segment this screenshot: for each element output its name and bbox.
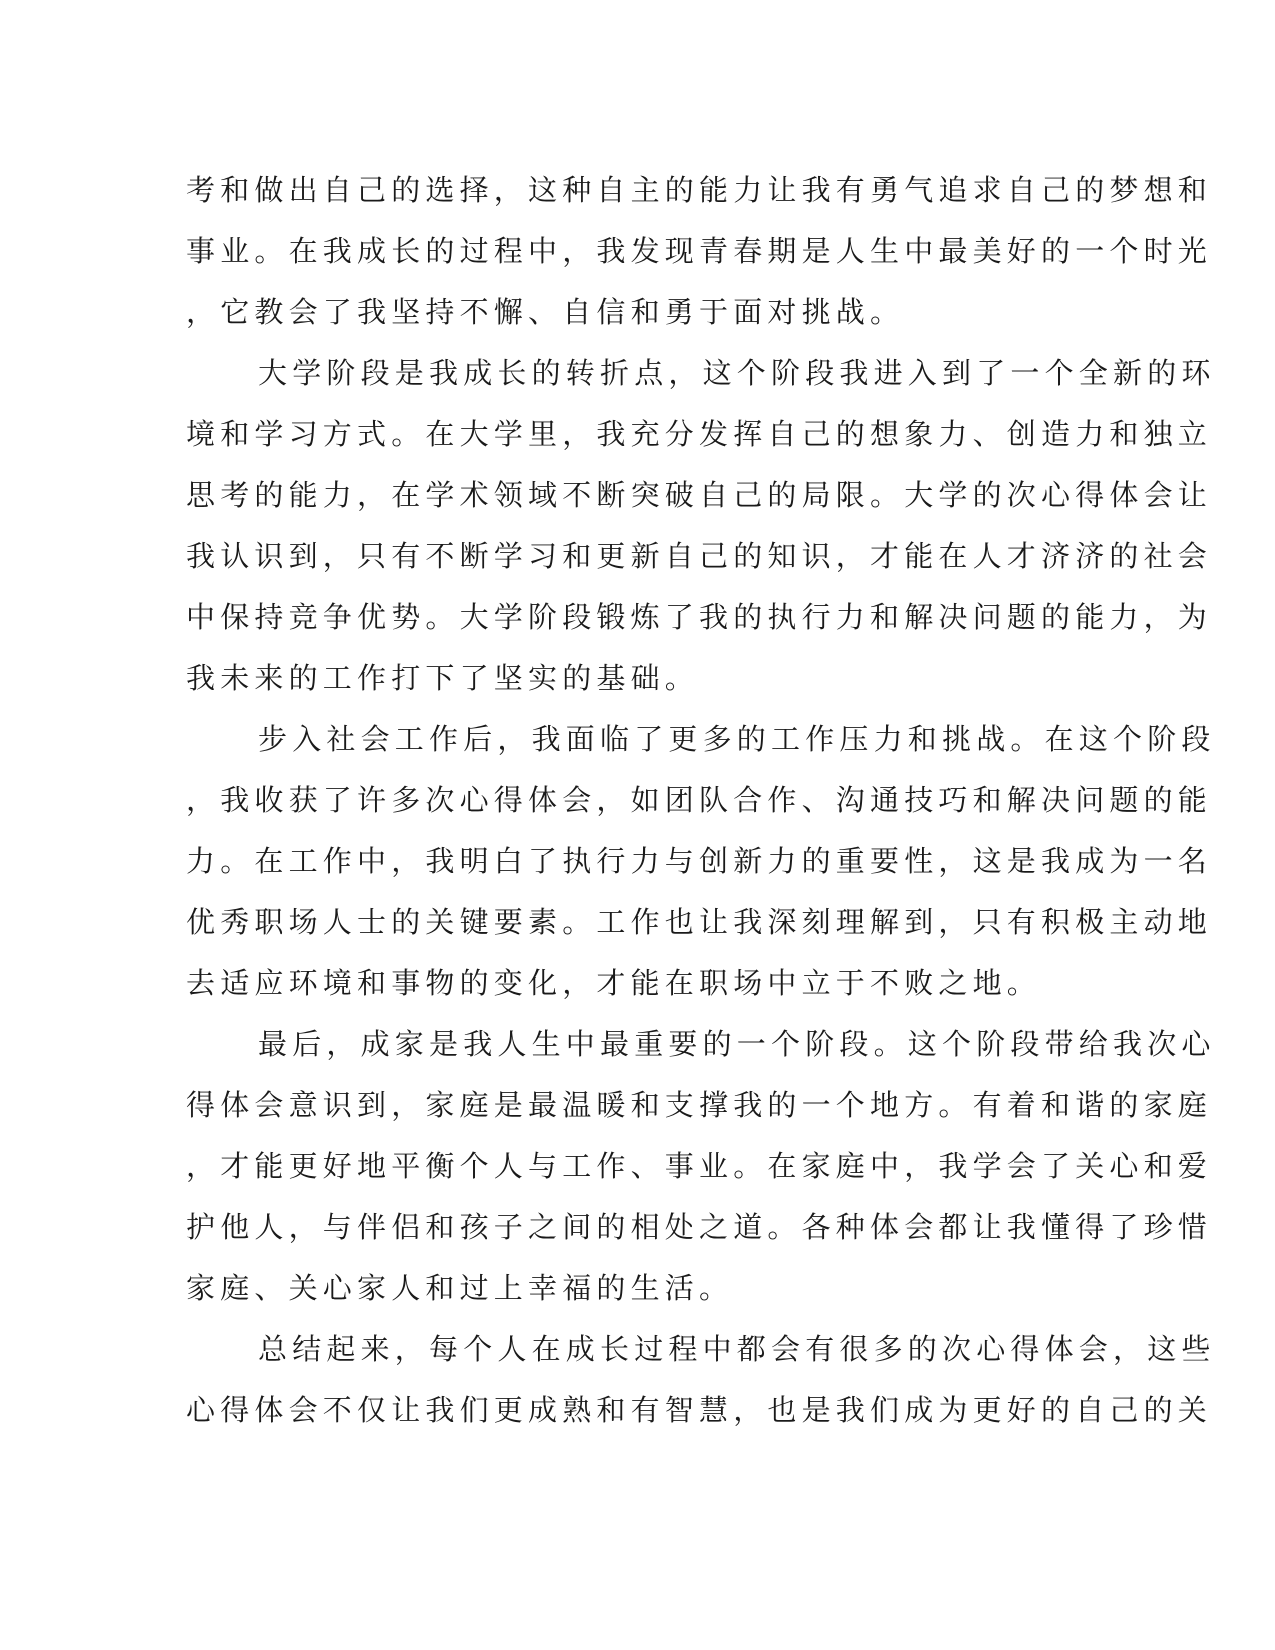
text-line: 优秀职场人士的关键要素。工作也让我深刻理解到，只有积极主动地 — [186, 905, 1213, 939]
text-line: 中保持竞争优势。大学阶段锻炼了我的执行力和解决问题的能力，为 — [186, 600, 1213, 634]
text-line: 思考的能力，在学术领域不断突破自己的局限。大学的次心得体会让 — [186, 478, 1213, 512]
text-line: 事业。在我成长的过程中，我发现青春期是人生中最美好的一个时光 — [186, 234, 1213, 268]
text-line: 考和做出自己的选择，这种自主的能力让我有勇气追求自己的梦想和 — [186, 173, 1213, 207]
text-line: 去适应环境和事物的变化，才能在职场中立于不败之地。 — [186, 966, 1042, 1000]
text-line: ，才能更好地平衡个人与工作、事业。在家庭中，我学会了关心和爱 — [186, 1149, 1213, 1183]
text-line: 心得体会不仅让我们更成熟和有智慧，也是我们成为更好的自己的关 — [186, 1393, 1213, 1427]
text-line: 力。在工作中，我明白了执行力与创新力的重要性，这是我成为一名 — [186, 844, 1213, 878]
paragraph-first-line: 最后，成家是我人生中最重要的一个阶段。这个阶段带给我次心 — [258, 1027, 1216, 1061]
text-line: 家庭、关心家人和过上幸福的生活。 — [186, 1271, 734, 1305]
text-line: 护他人，与伴侣和孩子之间的相处之道。各种体会都让我懂得了珍惜 — [186, 1210, 1213, 1244]
paragraph-first-line: 大学阶段是我成长的转折点，这个阶段我进入到了一个全新的环 — [258, 356, 1216, 390]
text-line: 我认识到，只有不断学习和更新自己的知识，才能在人才济济的社会 — [186, 539, 1213, 573]
text-line: 境和学习方式。在大学里，我充分发挥自己的想象力、创造力和独立 — [186, 417, 1213, 451]
body-text — [186, 160, 1216, 1441]
text-line: 得体会意识到，家庭是最温暖和支撑我的一个地方。有着和谐的家庭 — [186, 1088, 1213, 1122]
text-line: ，它教会了我坚持不懈、自信和勇于面对挑战。 — [186, 295, 905, 329]
text-line: ，我收获了许多次心得体会，如团队合作、沟通技巧和解决问题的能 — [186, 783, 1213, 817]
paragraph-first-line: 总结起来，每个人在成长过程中都会有很多的次心得体会，这些 — [258, 1332, 1216, 1366]
text-line: 我未来的工作打下了坚实的基础。 — [186, 661, 700, 695]
paragraph-first-line: 步入社会工作后，我面临了更多的工作压力和挑战。在这个阶段 — [258, 722, 1216, 756]
